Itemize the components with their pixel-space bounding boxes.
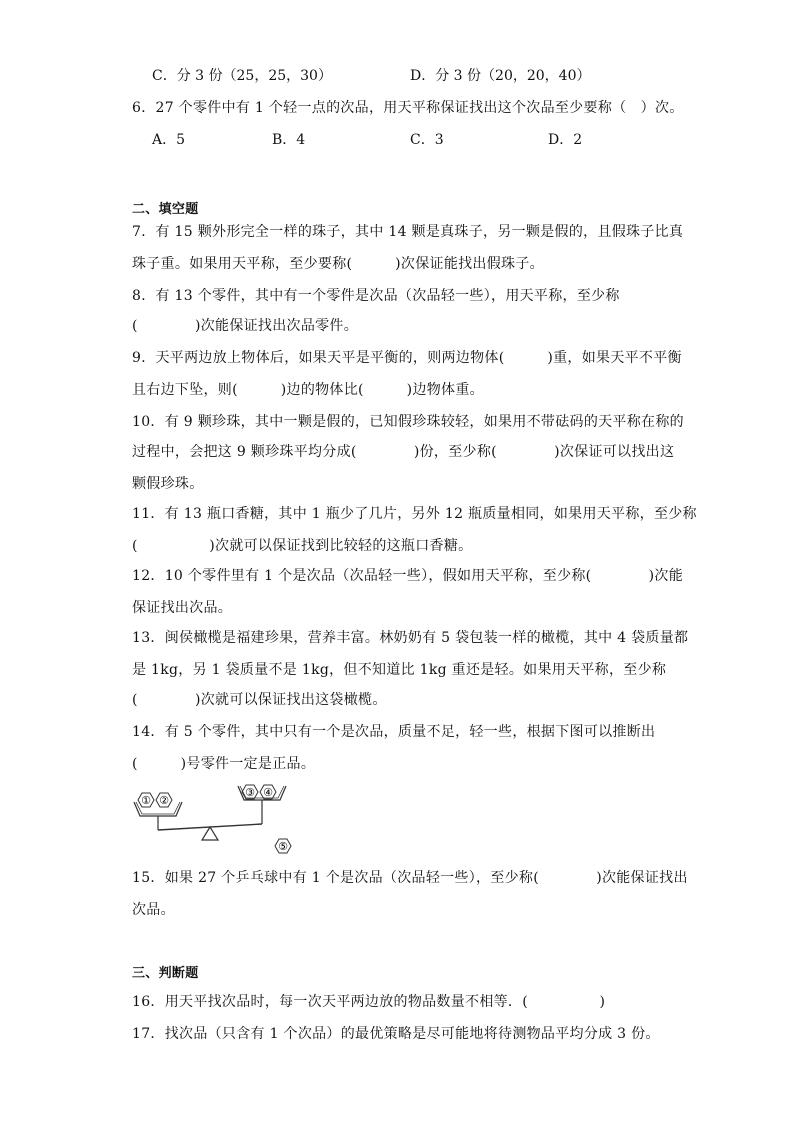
part-3-label: ③: [245, 786, 255, 799]
question-line: 过程中，会把这 9 颗珍珠平均分成( )份，至少称( )次保证可以找出这: [132, 444, 675, 460]
fulcrum: [202, 827, 218, 840]
question-line: 13．闽侯橄榄是福建珍果，营养丰富。林奶奶有 5 袋包装一样的橄榄，其中 4 袋质量都: [132, 630, 689, 646]
section-heading-judge: 三、判断题: [132, 966, 199, 981]
question-line: 14．有 5 个零件，其中只有一个是次品，质量不足，轻一些，根据下图可以推断出: [132, 724, 656, 740]
question-line: 9．天平两边放上物体后，如果天平是平衡的，则两边物体( )重，如果天平不平衡: [132, 350, 682, 366]
balance-scale-diagram: [132, 780, 302, 860]
question-line: 16．用天平找次品时，每一次天平两边放的物品数量不相等．( ): [132, 994, 606, 1010]
question-line: 8．有 13 个零件，其中有一个零件是次品（次品轻一些），用天平称，至少称: [132, 288, 620, 304]
question-line: ( )次就可以保证找到比较轻的这瓶口香糖。: [132, 538, 473, 554]
part-1-label: ①: [141, 794, 151, 807]
q6-stem: 6．27 个零件中有 1 个轻一点的次品，用天平称保证找出这个次品至少要称（ ）次。: [132, 100, 684, 116]
question-line: 7．有 15 颗外形完全一样的珠子，其中 14 颗是真珠子，另一颗是假的，且假珠子比真: [132, 224, 684, 240]
question-line: ( )号零件一定是正品。: [132, 756, 316, 772]
q6-option-d: D．2: [548, 132, 583, 148]
question-line: 17．找次品（只含有 1 个次品）的最优策略是尽可能地将待测物品平均分成 3 份。: [132, 1026, 660, 1042]
question-line: 15．如果 27 个乒乓球中有 1 个是次品（次品轻一些），至少称( )次能保证找出: [132, 870, 688, 886]
question-line: 颗假珍珠。: [132, 476, 204, 492]
q6-option-c: C．3: [410, 132, 444, 148]
question-line: 10．有 9 颗珍珠，其中一颗是假的，已知假珍珠较轻，如果用不带砝码的天平称在称的: [132, 414, 684, 430]
part-5-label: ⑤: [278, 840, 288, 853]
question-line: 且右边下坠，则( )边的物体比( )边物体重。: [132, 382, 484, 398]
section-heading-fill: 二、填空题: [132, 202, 199, 217]
question-line: ( )次能保证找出次品零件。: [132, 318, 359, 334]
q6-option-a: A．5: [152, 132, 186, 148]
q5-option-c: C．分 3 份（25，25，30）: [152, 68, 332, 84]
question-line: 保证找出次品。: [132, 600, 233, 616]
question-line: 11．有 13 瓶口香糖，其中 1 瓶少了几片，另外 12 瓶质量相同，如果用天平称，至少称: [132, 506, 697, 522]
question-line: 珠子重。如果用天平称，至少要称( )次保证能找出假珠子。: [132, 256, 544, 272]
q5-option-d: D．分 3 份（20，20，40）: [410, 68, 591, 84]
question-line: ( )次就可以保证找出这袋橄榄。: [132, 692, 387, 708]
part-2-label: ②: [159, 794, 169, 807]
question-line: 次品。: [132, 902, 175, 918]
question-line: 12．10 个零件里有 1 个是次品（次品轻一些），假如用天平称，至少称( )次能: [132, 568, 684, 584]
q6-option-b: B．4: [272, 132, 306, 148]
question-line: 是 1kg，另 1 袋质量不是 1kg，但不知道比 1kg 重还是轻。如果用天平称，至少称: [132, 662, 667, 678]
part-4-label: ④: [263, 786, 273, 799]
